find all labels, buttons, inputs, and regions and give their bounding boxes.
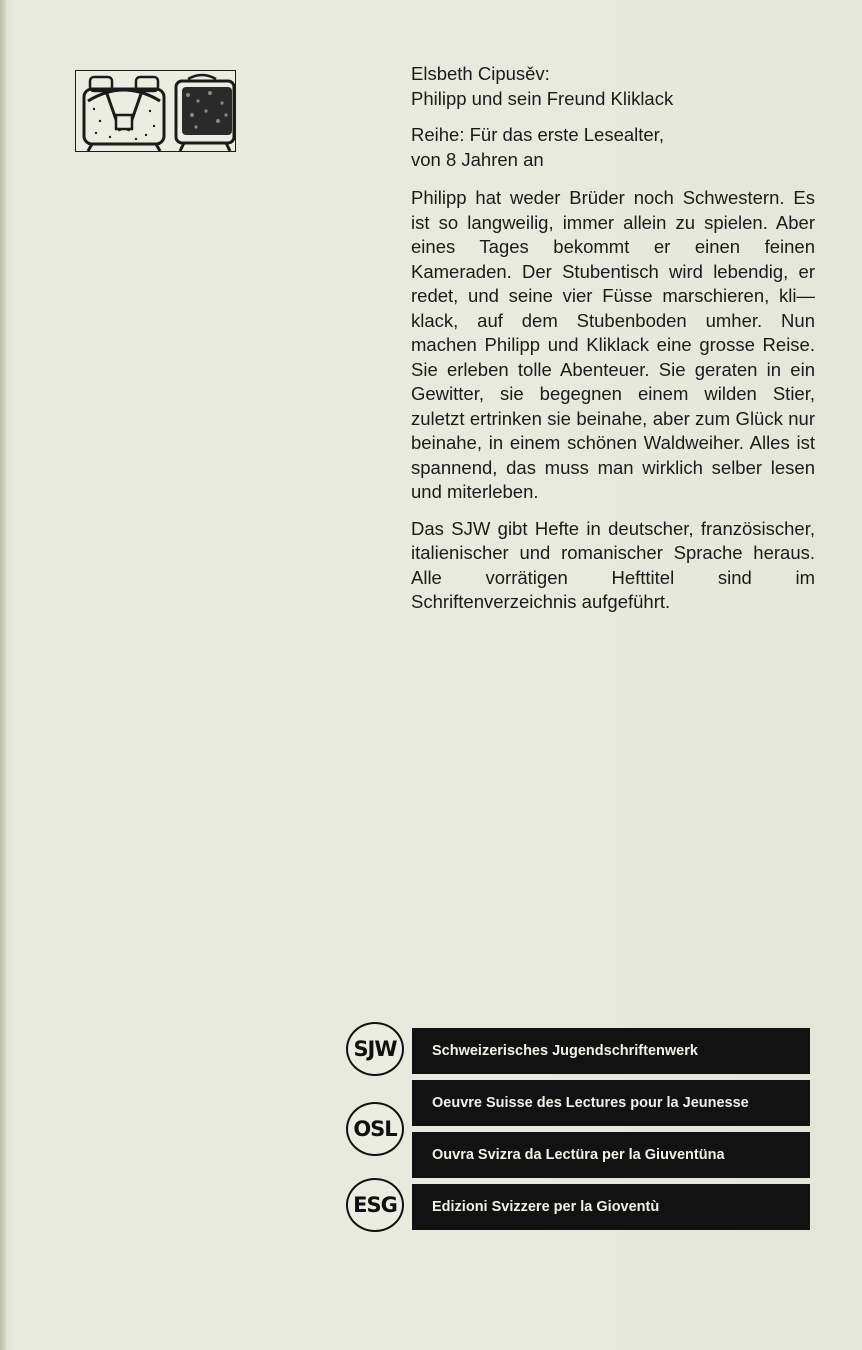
publisher-row-rm xyxy=(346,1126,816,1180)
series-line-2: von 8 Jahren an xyxy=(411,148,544,170)
publisher-block xyxy=(346,1022,816,1237)
series-line-1: Reihe: Für das erste Lesealter, xyxy=(411,124,664,145)
description-paragraph: Philipp hat weder Brüder noch Schwestern. Es ist so langweilig, immer allein zu spielen. Aber eines Tages bekommt er einen feinen Kameraden. Der Stubentisch wird lebendig, er redet, und seine vier Füsse marschieren, kli—klack, auf dem Stubenboden umher. Nun machen Philipp und Kliklack eine grosse Reise. Sie erleben tolle Abenteuer. Sie geraten in ein Gewitter, sie begegnen einem wilden Stier, zuletzt ertrinken sie beinahe, aber zum Glück nur beinahe, in einem schönen Waldweiher. Alles ist spannend, das muss man wirklich selber lesen und miterleben. xyxy=(411,187,815,502)
publisher-name-fr: Oeuvre Suisse des Lectures pour la Jeunesse xyxy=(412,1080,810,1126)
publisher-name-rm: Ouvra Svizra da Lectüra per la Giuventüna xyxy=(412,1132,810,1178)
publisher-row-sjw xyxy=(346,1022,816,1076)
esg-logo-badge: ESG xyxy=(346,1178,404,1232)
cover-spine-edge xyxy=(0,0,6,1350)
publisher-note-paragraph: Das SJW gibt Hefte in deutscher, französischer, italienischer und romanischer Sprache heraus. Alle vorrätigen Hefttitel sind im Schriftenverzeichnis aufgeführt. xyxy=(411,517,815,612)
osl-logo-badge: OSL xyxy=(346,1102,404,1156)
book-title: Philipp und sein Freund Kliklack xyxy=(411,87,674,109)
publisher-name-de: Schweizerisches Jugendschriftenwerk xyxy=(412,1028,810,1074)
series-block xyxy=(411,123,815,172)
publisher-name-it: Edizioni Svizzere per la Gioventù xyxy=(412,1184,810,1230)
text-column xyxy=(411,62,815,627)
publisher-row-esg xyxy=(346,1178,816,1232)
title-block xyxy=(411,62,815,111)
author-line: Elsbeth Cipusěv: xyxy=(411,63,550,84)
sjw-logo-badge: SJW xyxy=(346,1022,404,1076)
satchel-and-tv-icon xyxy=(75,70,236,152)
